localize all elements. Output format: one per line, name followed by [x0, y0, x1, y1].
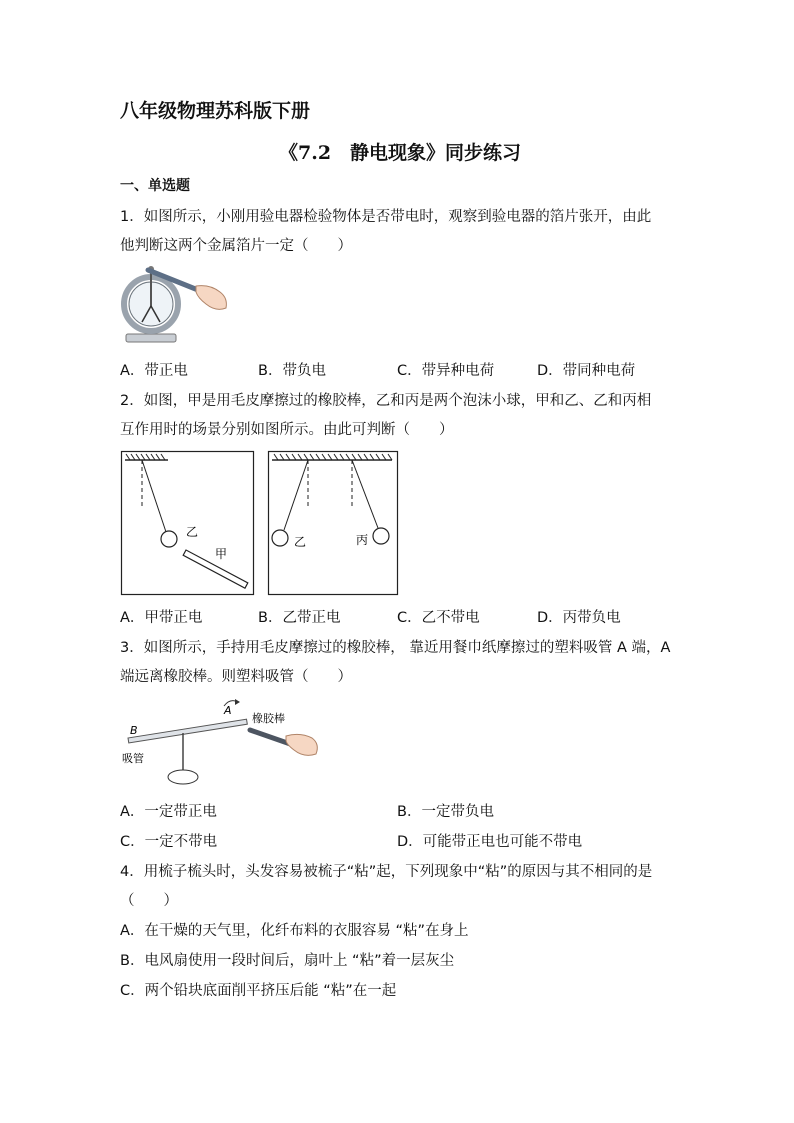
- question-3-line2: 端远离橡胶棒。则塑料吸管（ ）: [120, 669, 352, 685]
- q1-option-d[interactable]: D．带同种电荷: [537, 363, 636, 379]
- hand-figure: [196, 286, 226, 310]
- label-jia: 甲: [215, 547, 228, 561]
- ceiling-hatch-right: [274, 454, 392, 460]
- q3-option-a[interactable]: A．一定带正电: [120, 804, 217, 820]
- q4-option-c[interactable]: C．两个铅块底面削平挤压后能 “粘”在一起: [120, 983, 397, 999]
- straw-figure: [118, 694, 328, 794]
- label-yi: 乙: [186, 525, 199, 539]
- lesson-title: 《7.2 静电现象》同步练习: [279, 142, 522, 164]
- label-bing: 丙: [356, 533, 369, 547]
- label-rod: 橡胶棒: [252, 712, 285, 725]
- question-4-line1: 4．用梳子梳头时，头发容易被梳子“粘”起，下列现象中“粘”的原因与其不相同的是: [120, 864, 653, 880]
- question-1-line1: 1．如图所示，小刚用验电器检验物体是否带电时，观察到验电器的箔片张开，由此: [120, 209, 652, 225]
- q3-option-c[interactable]: C．一定不带电: [120, 834, 218, 850]
- q3-option-b[interactable]: B．一定带负电: [397, 804, 494, 820]
- thread-yi: [142, 460, 166, 532]
- ball-bing: [373, 528, 389, 544]
- q1-option-a[interactable]: A．带正电: [120, 363, 188, 379]
- pendulum-figure: [120, 450, 400, 596]
- thread-bing: [352, 460, 378, 528]
- doc-title: 八年级物理苏科版下册: [120, 100, 311, 122]
- electroscope-figure: [118, 262, 238, 347]
- arrow-head: [235, 699, 240, 705]
- label-a: A: [224, 704, 232, 717]
- question-3-line1: 3．如图所示，手持用毛皮摩擦过的橡胶棒， 靠近用餐巾纸摩擦过的塑料吸管 A 端，A: [120, 640, 671, 656]
- question-4-line2: （ ）: [120, 893, 178, 909]
- q2-option-a[interactable]: A．甲带正电: [120, 610, 203, 626]
- electroscope-base: [126, 334, 176, 342]
- label-yi-2: 乙: [294, 535, 307, 549]
- q2-option-c[interactable]: C．乙不带电: [397, 610, 480, 626]
- label-b: B: [130, 724, 138, 737]
- q4-option-b[interactable]: B．电风扇使用一段时间后，扇叶上 “粘”着一层灰尘: [120, 953, 455, 969]
- ball-yi-2: [272, 530, 288, 546]
- q2-option-d[interactable]: D．丙带负电: [537, 610, 621, 626]
- panel-right: [269, 452, 398, 595]
- straw: [128, 719, 247, 743]
- hand-figure-2: [286, 734, 317, 755]
- q4-option-a[interactable]: A．在干燥的天气里，化纤布料的衣服容易 “粘”在身上: [120, 923, 469, 939]
- question-2-line2: 互作用时的场景分别如图所示。由此可判断（ ）: [120, 422, 454, 438]
- stand-base: [168, 770, 198, 784]
- panel-left: [122, 452, 254, 595]
- q1-option-b[interactable]: B．带负电: [258, 363, 326, 379]
- label-straw: 吸管: [122, 752, 144, 765]
- q3-option-d[interactable]: D．可能带正电也可能不带电: [397, 834, 583, 850]
- ceiling-hatch-left: [126, 454, 165, 460]
- question-1-line2: 他判断这两个金属箔片一定（ ）: [120, 238, 352, 254]
- ball-yi: [161, 531, 177, 547]
- question-2-line1: 2．如图，甲是用毛皮摩擦过的橡胶棒，乙和丙是两个泡沫小球，甲和乙、乙和丙相: [120, 393, 652, 409]
- q1-option-c[interactable]: C．带异种电荷: [397, 363, 495, 379]
- section-heading: 一、单选题: [120, 178, 190, 194]
- thread-yi-2: [284, 460, 308, 530]
- q2-option-b[interactable]: B．乙带正电: [258, 610, 341, 626]
